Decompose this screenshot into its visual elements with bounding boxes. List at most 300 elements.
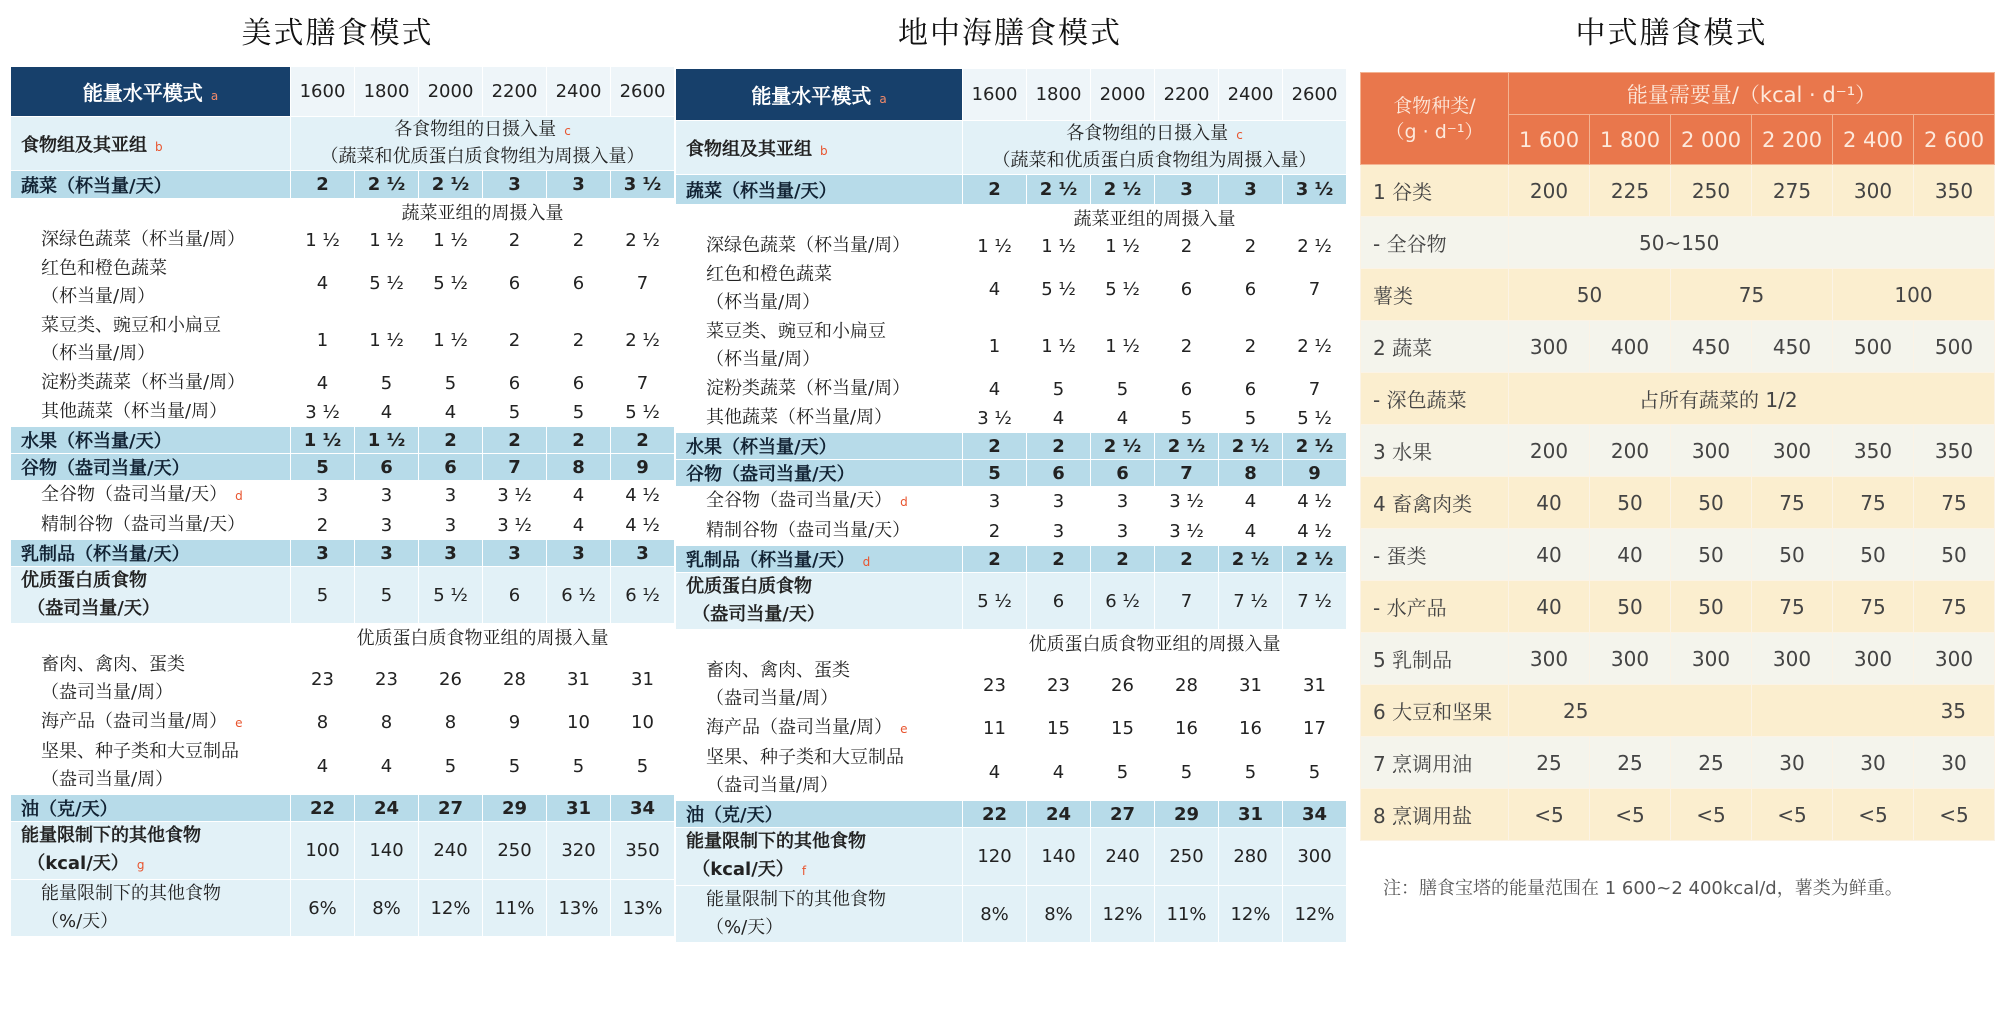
value-cell: 5 ½: [419, 255, 483, 312]
footnote-mark: e: [900, 722, 908, 736]
value-cell: 2 ½: [1283, 232, 1347, 261]
value-cell: 2: [963, 546, 1027, 573]
vegetables-label: 蔬菜（杯当量/天）: [676, 175, 963, 205]
value-cell: 100: [1833, 269, 1995, 321]
value-cell: 2: [483, 226, 547, 255]
value-cell: 4: [547, 511, 611, 540]
value-cell: 31: [547, 651, 611, 708]
food-type: 7 烹调用油: [1361, 737, 1509, 789]
value-cell: 6%: [291, 880, 355, 937]
value-cell: 2 ½: [1155, 433, 1219, 460]
veg-subgroup-label: [11, 226, 291, 255]
row-label-line1: 优质蛋白质食物: [21, 570, 147, 591]
value-cell: 300: [1752, 425, 1833, 477]
protein-subgroup-row: [11, 708, 675, 738]
value-cell: 50: [1671, 581, 1752, 633]
value-cell: 6: [1219, 375, 1283, 404]
protein-subgroup-label: [676, 744, 963, 801]
veg-subgroup-label: [11, 369, 291, 398]
value-cell: 2: [1155, 318, 1219, 375]
footnote-mark: b: [820, 143, 828, 158]
protein-label: [11, 567, 291, 624]
footnote-mark: d: [900, 495, 908, 509]
footnote-mark: c: [564, 124, 571, 138]
value-cell: 1 ½: [355, 312, 419, 369]
value-cell: 2 ½: [1027, 175, 1091, 205]
value-cell: 2: [547, 312, 611, 369]
veg-subgroup-row: [676, 404, 1347, 433]
daily-intake-note-line1: 各食物组的日摄入量 c: [394, 119, 571, 140]
value-cell: 300: [1833, 165, 1914, 217]
value-cell: 4: [291, 369, 355, 398]
value-cell: 4: [291, 738, 355, 795]
row-label-line1: 能量限制下的其他食物: [686, 831, 866, 852]
value-cell: 3: [483, 171, 547, 199]
value-cell: 3: [355, 511, 419, 540]
value-cell: 300: [1671, 425, 1752, 477]
value-cell: 3 ½: [611, 171, 675, 199]
value-cell: 250: [1671, 165, 1752, 217]
veg-subgroup-label: [676, 404, 963, 433]
food-type: - 水产品: [1361, 581, 1509, 633]
row-label-line1: 淀粉类蔬菜（杯当量/周）: [706, 378, 911, 399]
value-cell: 50: [1833, 529, 1914, 581]
value-cell: 250: [1155, 828, 1219, 886]
food-type: - 全谷物: [1361, 217, 1509, 269]
value-cell: 9: [611, 454, 675, 481]
veg-subgroup-header-row: [11, 199, 675, 226]
value-cell: 8%: [963, 886, 1027, 943]
value-cell: 3 ½: [1155, 517, 1219, 546]
oil-label: 油（克/天）: [676, 801, 963, 828]
value-cell: 3: [291, 540, 355, 567]
value-cell: 50: [1590, 477, 1671, 529]
value-cell: 275: [1752, 165, 1833, 217]
value-cell: 1 ½: [355, 427, 419, 454]
row-label-line2: （盎司当量/周）: [706, 775, 839, 796]
value-cell: 3 ½: [1283, 175, 1347, 205]
value-cell: 6: [547, 255, 611, 312]
value-cell: 8: [291, 708, 355, 738]
value-cell: 5: [483, 738, 547, 795]
veg-subgroup-header: 蔬菜亚组的周摄入量: [963, 205, 1347, 232]
value-cell: 2: [1219, 318, 1283, 375]
food-type: 5 乳制品: [1361, 633, 1509, 685]
value-cell: 5 ½: [1283, 404, 1347, 433]
value-cell: 350: [1833, 425, 1914, 477]
value-cell: 27: [419, 795, 483, 822]
row-label-line1: 淀粉类蔬菜（杯当量/周）: [41, 372, 246, 393]
value-cell: 140: [1027, 828, 1091, 886]
row-label-line2: （kcal/天） g: [21, 853, 145, 874]
row-label-line2: （盎司当量/周）: [41, 769, 174, 790]
other-foods-pct-label: [11, 880, 291, 937]
value-cell: 6 ½: [1091, 573, 1155, 630]
value-cell: 8: [419, 708, 483, 738]
veg-subgroup-row: [11, 255, 675, 312]
energy-level: 2200: [483, 67, 547, 117]
value-cell: 7: [1283, 261, 1347, 318]
value-cell: 17: [1283, 714, 1347, 744]
food-type: 4 畜禽肉类: [1361, 477, 1509, 529]
row-label-line2: （盎司当量/周）: [41, 682, 174, 703]
value-cell: 4 ½: [611, 481, 675, 511]
value-cell: 5: [419, 369, 483, 398]
value-cell: 3: [355, 540, 419, 567]
value-cell: 4: [355, 738, 419, 795]
value-cell: 15: [1027, 714, 1091, 744]
value-cell: 5: [547, 738, 611, 795]
row-label-line1: 坚果、种子类和大豆制品: [41, 741, 239, 762]
value-cell: 2: [291, 171, 355, 199]
energy-level: 2000: [419, 67, 483, 117]
value-cell: 300: [1914, 633, 1995, 685]
dairy-label: 乳制品（杯当量/天）: [11, 540, 291, 567]
value-cell: 4: [547, 481, 611, 511]
value-cell: 3 ½: [483, 511, 547, 540]
veg-subgroup-label: [11, 398, 291, 427]
value-cell: 11: [963, 714, 1027, 744]
value-cell: 6: [483, 369, 547, 398]
value-cell: 3 ½: [963, 404, 1027, 433]
value-cell: 7: [611, 255, 675, 312]
energy-level: 1800: [1027, 69, 1091, 121]
value-cell: 4: [963, 375, 1027, 404]
value-cell: 29: [483, 795, 547, 822]
other-foods-kcal-label: [676, 828, 963, 886]
value-cell: 3: [1155, 175, 1219, 205]
value-cell: 2: [611, 427, 675, 454]
value-cell: 3: [547, 540, 611, 567]
value-cell: 10: [611, 708, 675, 738]
grain-label: 谷物（盎司当量/天）: [11, 454, 291, 481]
grain-subgroup-label: 全谷物（盎司当量/天） d: [676, 487, 963, 517]
energy-level: 1800: [355, 67, 419, 117]
value-cell: 16: [1219, 714, 1283, 744]
footnote-mark: d: [862, 555, 871, 569]
protein-subgroup-header: 优质蛋白质食物亚组的周摄入量: [291, 624, 675, 651]
grain-label: 谷物（盎司当量/天）: [676, 460, 963, 487]
protein-row: [676, 573, 1347, 630]
vegetables-label: 蔬菜（杯当量/天）: [11, 171, 291, 199]
value-cell: 3: [483, 540, 547, 567]
value-cell: 2: [963, 517, 1027, 546]
value-cell: 2 ½: [1091, 433, 1155, 460]
footnote-mark: e: [235, 716, 243, 730]
vegetables-row: [676, 175, 1347, 205]
food-type-corner: [1361, 73, 1509, 165]
row-label-line1: 其他蔬菜（杯当量/周）: [41, 401, 228, 422]
value-cell: 2: [1219, 232, 1283, 261]
value-cell: 6: [1027, 460, 1091, 487]
row-label-line2: （%/天）: [41, 911, 119, 932]
energy-level: 2200: [1155, 69, 1219, 121]
value-cell: 24: [1027, 801, 1091, 828]
oil-row: [11, 795, 675, 822]
food-type: 8 烹调用盐: [1361, 789, 1509, 841]
value-cell: <5: [1752, 789, 1833, 841]
protein-label: [676, 573, 963, 630]
value-cell: 1 ½: [291, 427, 355, 454]
row-label-line1: 菜豆类、豌豆和小扁豆: [706, 321, 886, 342]
veg-subgroup-header-row: [676, 205, 1347, 232]
value-cell: 1 ½: [355, 226, 419, 255]
other-foods-pct-row: [676, 886, 1347, 943]
value-cell: 2: [1027, 546, 1091, 573]
value-cell: 3: [1219, 175, 1283, 205]
grain-row: [676, 460, 1347, 487]
value-cell: 2: [547, 427, 611, 454]
daily-intake-note-line2: （蔬菜和优质蛋白质食物组为周摄入量）: [992, 150, 1317, 171]
value-cell: 2 ½: [611, 312, 675, 369]
value-cell: 3: [1027, 517, 1091, 546]
value-cell: 2 ½: [1219, 433, 1283, 460]
value-cell: 5 ½: [355, 255, 419, 312]
daily-intake-note: [291, 117, 675, 171]
value-cell: 6: [1091, 460, 1155, 487]
dairy-label: 乳制品（杯当量/天） d: [676, 546, 963, 573]
fruit-label: 水果（杯当量/天）: [11, 427, 291, 454]
mediterranean-diet-panel: [675, 0, 1345, 1024]
food-row: [1361, 425, 1995, 477]
value-cell: 300: [1590, 633, 1671, 685]
food-group-row: [676, 121, 1347, 175]
energy-level: 2 600: [1914, 115, 1995, 165]
value-cell: 7: [611, 369, 675, 398]
value-cell: 5: [291, 567, 355, 624]
value-cell: 300: [1509, 633, 1590, 685]
value-cell: 5: [547, 398, 611, 427]
value-cell: 75: [1752, 477, 1833, 529]
value-cell: 10: [547, 708, 611, 738]
row-label-line1: 畜肉、禽肉、蛋类: [41, 654, 185, 675]
value-cell: 13%: [611, 880, 675, 937]
energy-level: 2000: [1091, 69, 1155, 121]
food-row: [1361, 217, 1995, 269]
grain-subgroup-row: [11, 481, 675, 511]
veg-subgroup-label: [676, 232, 963, 261]
value-cell: 4 ½: [1283, 517, 1347, 546]
row-label-line1: 海产品（盎司当量/周） e: [41, 711, 243, 732]
value-cell: 200: [1590, 425, 1671, 477]
value-cell: 3: [1091, 517, 1155, 546]
value-cell: 4: [419, 398, 483, 427]
food-row: [1361, 321, 1995, 373]
food-row: [1361, 165, 1995, 217]
value-cell: 34: [611, 795, 675, 822]
daily-intake-note: [963, 121, 1347, 175]
value-cell: 320: [547, 822, 611, 880]
protein-row: [11, 567, 675, 624]
food-row: [1361, 581, 1995, 633]
value-cell: 4: [355, 398, 419, 427]
footnote-mark: g: [136, 858, 145, 872]
footnote-mark: a: [210, 89, 219, 103]
value-cell: 2 ½: [611, 226, 675, 255]
table-footnote: 注：膳食宝塔的能量范围在 1 600~2 400kcal/d，薯类为鲜重。: [1383, 878, 1903, 899]
value-cell: 31: [547, 795, 611, 822]
value-cell: 2 ½: [1283, 433, 1347, 460]
value-cell: 16: [1155, 714, 1219, 744]
value-cell: 25: [1509, 685, 1752, 737]
value-cell: 75: [1671, 269, 1833, 321]
header-row: [11, 67, 675, 117]
veg-subgroup-label: [676, 375, 963, 404]
other-foods-pct-row: [11, 880, 675, 937]
energy-level: 1600: [963, 69, 1027, 121]
value-cell: 15: [1091, 714, 1155, 744]
value-cell: 9: [1283, 460, 1347, 487]
veg-subgroup-row: [676, 375, 1347, 404]
food-row: [1361, 737, 1995, 789]
value-cell: 200: [1509, 425, 1590, 477]
value-cell: 140: [355, 822, 419, 880]
row-label-line2: （%/天）: [706, 917, 784, 938]
footnote-mark: c: [1236, 128, 1243, 142]
value-cell: 1: [963, 318, 1027, 375]
fruit-row: [11, 427, 675, 454]
value-cell: 2 ½: [419, 171, 483, 199]
value-cell: 25: [1590, 737, 1671, 789]
food-row: [1361, 633, 1995, 685]
value-cell: 6 ½: [611, 567, 675, 624]
daily-intake-note-line2: （蔬菜和优质蛋白质食物组为周摄入量）: [320, 146, 645, 167]
grain-subgroup-label: 精制谷物（盎司当量/天）: [676, 517, 963, 546]
value-cell: 2: [1155, 232, 1219, 261]
value-cell: 6: [1155, 375, 1219, 404]
value-cell: 5: [419, 738, 483, 795]
value-cell: 5: [1091, 744, 1155, 801]
footnote-mark: a: [879, 92, 887, 106]
value-cell: 1 ½: [419, 312, 483, 369]
value-cell: 2: [1027, 433, 1091, 460]
chinese-food-table: [1360, 72, 1995, 841]
row-label-line1: 深绿色蔬菜（杯当量/周）: [41, 229, 246, 250]
veg-subgroup-row: [11, 398, 675, 427]
value-cell: 5 ½: [611, 398, 675, 427]
row-label-line1: 畜肉、禽肉、蛋类: [706, 660, 850, 681]
value-cell: 6: [1219, 261, 1283, 318]
range-value: 50~150: [1509, 217, 1995, 269]
veg-subgroup-header: 蔬菜亚组的周摄入量: [291, 199, 675, 226]
value-cell: 5: [355, 369, 419, 398]
value-cell: 3 ½: [1155, 487, 1219, 517]
row-label-line1: 红色和橙色蔬菜: [41, 258, 167, 279]
blank-cell: [676, 630, 963, 657]
food-type: - 蛋类: [1361, 529, 1509, 581]
value-cell: 300: [1833, 633, 1914, 685]
value-cell: 75: [1752, 581, 1833, 633]
value-cell: 8%: [1027, 886, 1091, 943]
value-cell: 5: [291, 454, 355, 481]
food-row: [1361, 529, 1995, 581]
row-label-line1: 红色和橙色蔬菜: [706, 264, 832, 285]
value-cell: 1 ½: [963, 232, 1027, 261]
oil-row: [676, 801, 1347, 828]
med-food-table: [675, 68, 1347, 943]
value-cell: 7 ½: [1283, 573, 1347, 630]
value-cell: 3 ½: [291, 398, 355, 427]
value-cell: 300: [1752, 633, 1833, 685]
value-cell: 23: [291, 651, 355, 708]
value-cell: 2: [1155, 546, 1219, 573]
protein-subgroup-header-row: [11, 624, 675, 651]
value-cell: 4: [1027, 744, 1091, 801]
value-cell: 30: [1752, 737, 1833, 789]
daily-intake-note-line1: 各食物组的日摄入量 c: [1066, 123, 1243, 144]
protein-subgroup-row: [676, 744, 1347, 801]
value-cell: 4: [1219, 487, 1283, 517]
dairy-row: [676, 546, 1347, 573]
value-cell: 400: [1590, 321, 1671, 373]
value-cell: 450: [1752, 321, 1833, 373]
value-cell: 3: [419, 481, 483, 511]
value-cell: 6: [483, 567, 547, 624]
value-cell: 22: [963, 801, 1027, 828]
value-cell: 6: [547, 369, 611, 398]
unit-label: （g · d⁻¹）: [1385, 120, 1484, 143]
food-group-row: [11, 117, 675, 171]
grain-row: [11, 454, 675, 481]
value-cell: 5 ½: [419, 567, 483, 624]
value-cell: 4 ½: [611, 511, 675, 540]
value-cell: 12%: [1283, 886, 1347, 943]
other-foods-kcal-row: [676, 828, 1347, 886]
value-cell: 1 ½: [1091, 232, 1155, 261]
value-cell: 24: [355, 795, 419, 822]
row-label-line1: 深绿色蔬菜（杯当量/周）: [706, 235, 911, 256]
value-cell: 34: [1283, 801, 1347, 828]
value-cell: 29: [1155, 801, 1219, 828]
value-cell: 50: [1671, 477, 1752, 529]
value-cell: 2: [419, 427, 483, 454]
value-cell: 7 ½: [1219, 573, 1283, 630]
row-label-line1: 优质蛋白质食物: [686, 576, 812, 597]
value-cell: 6: [1027, 573, 1091, 630]
food-row: [1361, 269, 1995, 321]
value-cell: 12%: [419, 880, 483, 937]
food-row: [1361, 373, 1995, 425]
value-cell: 35: [1752, 685, 1995, 737]
us-food-table: [10, 66, 675, 937]
value-cell: 5 ½: [1091, 261, 1155, 318]
value-cell: 31: [1219, 801, 1283, 828]
value-cell: 3: [547, 171, 611, 199]
value-cell: 3: [419, 511, 483, 540]
value-cell: 300: [1671, 633, 1752, 685]
food-row: [1361, 685, 1995, 737]
footnote-mark: f: [801, 864, 807, 878]
value-cell: 23: [963, 657, 1027, 714]
value-cell: 8: [1219, 460, 1283, 487]
value-cell: 8%: [355, 880, 419, 937]
value-cell: 75: [1833, 477, 1914, 529]
protein-subgroup-header-row: [676, 630, 1347, 657]
value-cell: 11%: [483, 880, 547, 937]
protein-subgroup-row: [676, 714, 1347, 744]
value-cell: 6: [1155, 261, 1219, 318]
value-cell: 3: [355, 481, 419, 511]
value-cell: 5: [1155, 744, 1219, 801]
food-type-label: 食物种类/: [1393, 94, 1476, 117]
value-cell: <5: [1509, 789, 1590, 841]
veg-subgroup-row: [676, 232, 1347, 261]
value-cell: 4: [1091, 404, 1155, 433]
value-cell: 30: [1833, 737, 1914, 789]
energy-level: 1 600: [1509, 115, 1590, 165]
chinese-diet-title: 中式膳食模式: [1575, 16, 1768, 51]
energy-header-row: [1361, 73, 1995, 115]
